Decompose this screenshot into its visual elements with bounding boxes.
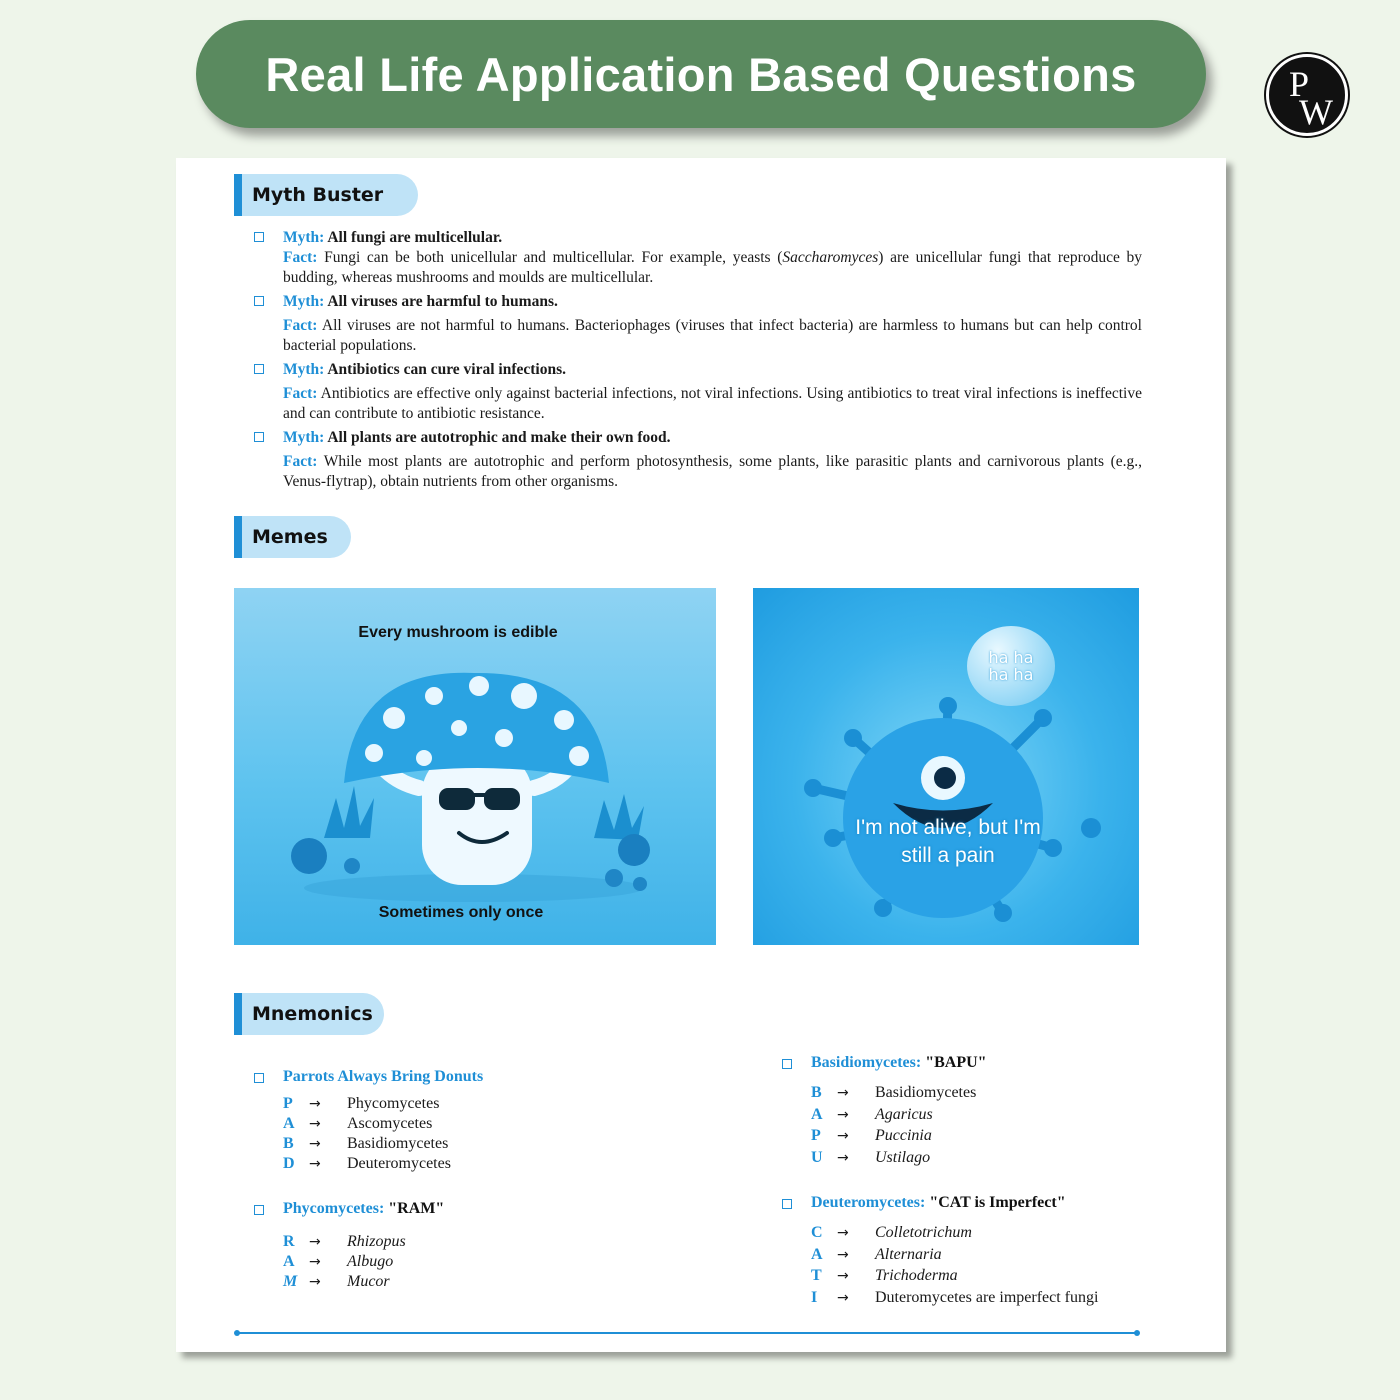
arrow-icon: → <box>837 1246 849 1263</box>
mnemonic-letter: D <box>283 1155 295 1172</box>
bubble-line-2: ha ha <box>988 665 1034 684</box>
fact-label: Fact: <box>283 385 318 402</box>
mnemonic-row <box>780 1222 1098 1244</box>
logo-letter-p: P <box>1289 64 1310 104</box>
mushroom-meme-image <box>234 588 716 945</box>
myth-list <box>252 228 1142 496</box>
mnemonic-meaning: Duteromycetes are imperfect fungi <box>875 1288 1099 1306</box>
mnemonic-title <box>252 1200 444 1218</box>
title-banner <box>196 20 1206 128</box>
mnemonic-meaning: Alternaria <box>875 1245 942 1263</box>
fact-text: While most plants are autotrophic and perform photosynthesis, some plants, like parasitic plants and carnivorous plants (e.g., Venus-flytrap), obtain nutrients from other organisms. <box>283 453 1142 490</box>
section-title: Memes <box>252 526 328 548</box>
mnemonic-row <box>252 1232 444 1252</box>
myth-item <box>252 292 1142 356</box>
mnemonic-meaning: Phycomycetes <box>347 1095 440 1112</box>
fact-label: Fact: <box>283 453 318 470</box>
arrow-icon: → <box>309 1096 321 1112</box>
mnemonic-letter: U <box>811 1148 823 1166</box>
mnemonic-title <box>780 1054 987 1072</box>
mnemonic-bapu <box>780 1054 987 1169</box>
myth-statement <box>283 228 1142 248</box>
mnemonic-row <box>252 1272 444 1292</box>
mnemonic-word: "RAM" <box>388 1200 445 1217</box>
fact-text: Antibiotics are effective only against bacterial infections, not viral infections. Using antibiotics to treat viral infections is ineffective and can contribute to antibiotic resistance. <box>283 385 1142 422</box>
section-title: Mnemonics <box>252 1003 373 1025</box>
myth-label: Myth: <box>283 429 325 446</box>
divider-dot-right <box>1134 1330 1140 1336</box>
checkbox-bullet-icon <box>254 364 264 374</box>
mnemonic-meaning: Rhizopus <box>347 1233 406 1250</box>
myth-statement <box>283 292 1142 312</box>
mnemonic-ram <box>252 1200 444 1292</box>
mnemonic-row <box>252 1094 483 1114</box>
arrow-icon: → <box>837 1224 849 1241</box>
mnemonic-group: Phycomycetes: <box>283 1200 385 1217</box>
mnemonic-row <box>780 1104 987 1126</box>
mnemonic-meaning: Mucor <box>347 1273 390 1290</box>
mushroom-illustration <box>234 588 716 945</box>
footer-divider <box>236 1332 1138 1334</box>
mnemonic-row <box>252 1154 483 1174</box>
mnemonic-letter: R <box>283 1233 295 1250</box>
mnemonic-row <box>780 1287 1098 1309</box>
mnemonic-row <box>252 1252 444 1272</box>
arrow-icon: → <box>309 1254 321 1270</box>
myth-statement <box>283 428 1142 448</box>
arrow-icon: → <box>837 1149 849 1166</box>
mnemonic-letter: C <box>811 1223 823 1241</box>
checkbox-bullet-icon <box>254 1073 264 1083</box>
mnemonic-word: "BAPU" <box>925 1054 987 1071</box>
mnemonic-row <box>252 1114 483 1134</box>
mnemonic-letter: B <box>811 1083 822 1101</box>
myth-label: Myth: <box>283 293 325 310</box>
myth-text: All plants are autotrophic and make their own food. <box>327 429 671 446</box>
pw-logo <box>1266 54 1348 136</box>
fact-text-end: ) are unicellular fungi that reproduce by budding, whereas mushrooms and moulds are multicellular. <box>283 249 1143 286</box>
mnemonic-group: Deuteromycetes: <box>811 1194 926 1211</box>
mnemonic-cat <box>780 1194 1098 1309</box>
meme-caption <box>813 814 1083 870</box>
arrow-icon: → <box>309 1156 321 1172</box>
fact-text: Fungi can be both unicellular and multicellular. For example, yeasts ( <box>324 249 783 266</box>
mnemonic-pabd <box>252 1068 483 1174</box>
meme-caption-line-2: still a pain <box>901 844 995 867</box>
mnemonic-row <box>780 1082 987 1104</box>
mnemonic-row <box>780 1265 1098 1287</box>
mnemonic-meaning: Ascomycetes <box>347 1115 433 1132</box>
arrow-icon: → <box>837 1268 849 1285</box>
page-title: Real Life Application Based Questions <box>265 47 1137 101</box>
divider-dot-left <box>234 1330 240 1336</box>
mnemonic-meaning: Basidiomycetes <box>875 1083 977 1101</box>
myth-item <box>252 360 1142 424</box>
fact-label: Fact: <box>283 317 318 334</box>
mnemonic-letter: A <box>811 1245 823 1263</box>
mnemonic-meaning: Ustilago <box>875 1148 931 1166</box>
checkbox-bullet-icon <box>254 432 264 442</box>
meme-top-caption: Every mushroom is edible <box>358 624 558 641</box>
arrow-icon: → <box>309 1234 321 1250</box>
mnemonic-meaning: Colletotrichum <box>875 1223 972 1241</box>
arrow-icon: → <box>837 1128 849 1145</box>
section-header-mnemonics <box>234 993 384 1035</box>
fact-italic: Saccharomyces <box>782 249 879 266</box>
myth-text: All fungi are multicellular. <box>327 229 503 246</box>
fact-text: All viruses are not harmful to humans. Bacteriophages (viruses that infect bacteria) are harmless to humans but can help control bacterial populations. <box>283 317 1142 354</box>
mnemonic-meaning: Trichoderma <box>875 1267 958 1285</box>
arrow-icon: → <box>837 1289 849 1306</box>
myth-item <box>252 428 1142 492</box>
mnemonic-meaning: Puccinia <box>875 1127 932 1145</box>
myth-label: Myth: <box>283 361 325 378</box>
mnemonic-phrase: Parrots Always Bring Donuts <box>283 1068 484 1085</box>
virus-illustration <box>753 588 1139 945</box>
section-header-myth-buster <box>234 174 418 216</box>
mnemonic-meaning: Deuteromycetes <box>347 1155 451 1172</box>
arrow-icon: → <box>309 1116 321 1132</box>
mnemonic-row <box>252 1134 483 1154</box>
arrow-icon: → <box>837 1084 849 1101</box>
virus-meme-image <box>753 588 1139 945</box>
fact-statement <box>283 316 1142 356</box>
arrow-icon: → <box>309 1274 321 1290</box>
mnemonic-letter: P <box>811 1127 821 1145</box>
mnemonic-letter: A <box>283 1253 295 1270</box>
mnemonic-letter: M <box>283 1273 298 1290</box>
mnemonic-letter: A <box>283 1115 295 1132</box>
myth-statement <box>283 360 1142 380</box>
myth-label: Myth: <box>283 229 325 246</box>
myth-item <box>252 228 1142 288</box>
checkbox-bullet-icon <box>782 1059 792 1069</box>
mnemonic-meaning: Albugo <box>347 1253 394 1270</box>
fact-statement <box>283 384 1142 424</box>
mnemonic-row <box>780 1125 987 1147</box>
mnemonic-letter: P <box>283 1095 293 1112</box>
meme-bottom-caption: Sometimes only once <box>378 904 544 921</box>
checkbox-bullet-icon <box>254 232 264 242</box>
mnemonic-title <box>252 1068 483 1086</box>
mnemonic-letter: I <box>811 1288 818 1306</box>
arrow-icon: → <box>837 1106 849 1123</box>
mnemonic-title <box>780 1194 1098 1212</box>
myth-text: All viruses are harmful to humans. <box>327 293 558 310</box>
meme-caption-line-1: I'm not alive, but I'm <box>855 816 1041 839</box>
fact-statement <box>283 452 1142 492</box>
arrow-icon: → <box>309 1136 321 1152</box>
mnemonic-row <box>780 1244 1098 1266</box>
section-title: Myth Buster <box>252 184 384 206</box>
mnemonic-meaning: Basidiomycetes <box>347 1135 449 1152</box>
mnemonic-group: Basidiomycetes: <box>811 1054 922 1071</box>
content-page <box>176 158 1226 1352</box>
mnemonic-letter: A <box>811 1105 823 1123</box>
logo-letter-w: W <box>1299 92 1333 132</box>
speech-bubble <box>967 626 1055 706</box>
checkbox-bullet-icon <box>782 1199 792 1209</box>
myth-text: Antibiotics can cure viral infections. <box>327 361 567 378</box>
fact-label: Fact: <box>283 249 318 266</box>
fact-statement <box>283 248 1142 288</box>
mnemonic-row <box>780 1147 987 1169</box>
mnemonic-letter: T <box>811 1267 822 1285</box>
mnemonic-word: "CAT is Imperfect" <box>929 1194 1066 1211</box>
checkbox-bullet-icon <box>254 296 264 306</box>
bubble-line-1: ha ha <box>988 648 1034 667</box>
mnemonic-letter: B <box>283 1135 294 1152</box>
mnemonic-meaning: Agaricus <box>875 1105 933 1123</box>
checkbox-bullet-icon <box>254 1205 264 1215</box>
section-header-memes <box>234 516 351 558</box>
